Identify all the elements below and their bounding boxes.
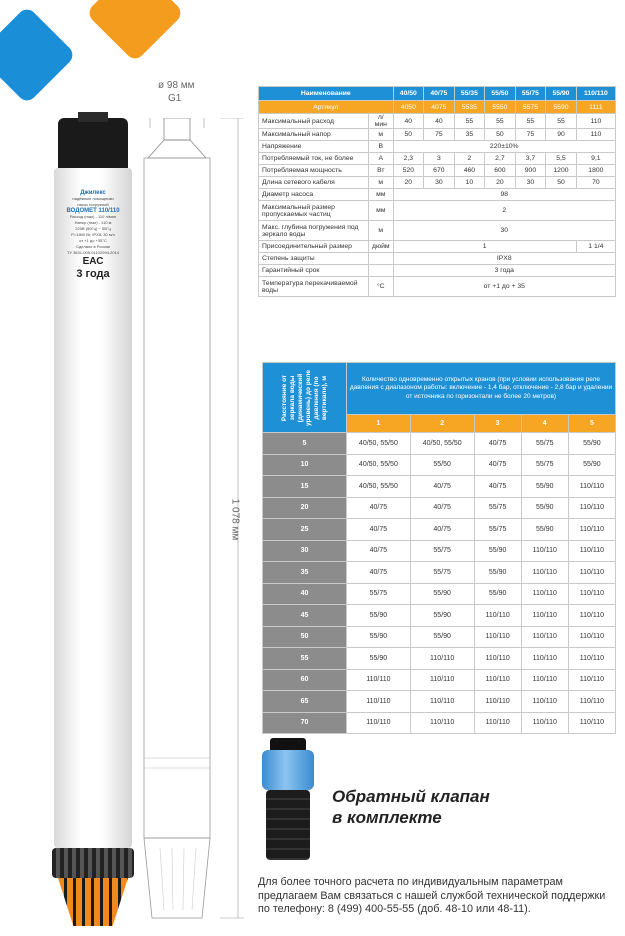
spec-value: 1 [393,241,576,253]
model-recommendation-cell: 110/110 [568,583,615,605]
spec-name: Гарантийный срок [259,265,369,277]
spec-value: 110 [576,129,615,141]
model-recommendation-cell: 40/75 [347,497,411,519]
spec-unit: мм [369,201,394,221]
model-recommendation-cell: 55/90 [568,454,615,476]
spec-row [259,177,616,189]
selection-row [263,497,616,519]
selection-row [263,476,616,498]
spec-header-row [259,87,616,101]
spec-value: 75 [424,129,455,141]
diameter-label: ø 98 мм [158,80,195,91]
model-recommendation-cell: 110/110 [474,605,521,627]
spec-value: от +1 до + 35 [393,277,615,297]
model-recommendation-cell: 110/110 [521,562,568,584]
model-recommendation-cell: 110/110 [410,669,474,691]
pump-intake-cone [58,878,128,926]
pump-model: ВОДОМЕТ 110/110 [66,208,120,214]
spec-value: 5,5 [546,153,577,165]
distance-header [263,363,347,433]
model-recommendation-cell: 55/90 [521,519,568,541]
distance-cell: 65 [263,691,347,713]
model-recommendation-cell: 110/110 [568,669,615,691]
model-recommendation-cell: 55/90 [410,583,474,605]
selection-table [262,362,616,734]
article-cell: 5590 [546,101,577,114]
valve-title-line: в комплекте [332,808,442,827]
model-recommendation-cell: 55/90 [521,497,568,519]
model-recommendation-cell: 110/110 [521,605,568,627]
taps-count: 1 [347,415,411,433]
spec-name: Максимальный расход [259,114,369,129]
model-recommendation-cell: 110/110 [568,497,615,519]
model-recommendation-cell: 110/110 [568,519,615,541]
spec-row [259,241,616,253]
pump-standard: ТУ 3631-005-01102094-2014 [66,250,120,255]
warranty-badge: 3 года [76,268,110,280]
spec-name: Длина сетевого кабеля [259,177,369,189]
spec-unit: Вт [369,165,394,177]
model-recommendation-cell: 110/110 [347,712,411,734]
model-recommendation-cell: 40/75 [474,454,521,476]
pump-spec-line: Расход (max) - 110 л/мин [69,214,117,219]
model-recommendation-cell: 55/90 [474,540,521,562]
eac-mark: ЕАС [82,256,104,267]
model-recommendation-cell: 40/50, 55/50 [347,454,411,476]
spec-value: 9,1 [576,153,615,165]
model-recommendation-cell: 110/110 [568,648,615,670]
model-recommendation-cell: 110/110 [521,648,568,670]
spec-value: 30 [515,177,546,189]
decor-orange-square [86,0,185,62]
model-recommendation-cell: 55/90 [568,433,615,455]
model-recommendation-cell: 40/75 [410,519,474,541]
spec-row [259,221,616,241]
model-recommendation-cell: 40/75 [410,497,474,519]
pump-grip [52,848,134,878]
pump-spec-line: от +1 до +35°C [79,238,107,243]
model-recommendation-cell: 55/75 [521,454,568,476]
article-label: Артикул [259,101,394,114]
spec-value: 98 [393,189,615,201]
model-recommendation-cell: 40/75 [410,476,474,498]
spec-name: Диаметр насоса [259,189,369,201]
model-recommendation-cell: 55/75 [410,540,474,562]
model-recommendation-cell: 55/75 [521,433,568,455]
pump-label [62,190,124,280]
model-recommendation-cell: 55/90 [347,605,411,627]
spec-name: Потребляемый ток, не более [259,153,369,165]
selection-body [263,433,616,734]
spec-value: IPX8 [393,253,615,265]
selection-row [263,519,616,541]
selection-row [263,691,616,713]
spec-unit: А [369,153,394,165]
spec-value: 2 [393,201,615,221]
pump-spec-line: Р=1800 Вт, IPX8, 30 м/ч [71,232,115,237]
article-cell: 5535 [454,101,485,114]
model-recommendation-cell: 110/110 [568,691,615,713]
spec-value: 10 [454,177,485,189]
model-recommendation-cell: 110/110 [568,562,615,584]
model-recommendation-cell: 110/110 [474,669,521,691]
distance-cell: 40 [263,583,347,605]
spec-unit: м [369,177,394,189]
valve-blue-fitting [262,750,314,790]
taps-count: 4 [521,415,568,433]
spec-value: 3,7 [515,153,546,165]
spec-row [259,277,616,297]
model-recommendation-cell: 55/50 [410,454,474,476]
spec-unit: мм [369,189,394,201]
distance-cell: 35 [263,562,347,584]
pump-spec-line: Напор (max) - 110 м [74,220,112,225]
spec-row [259,201,616,221]
model-cell: 55/90 [546,87,577,101]
spec-table [258,86,616,297]
article-cell: 4050 [393,101,424,114]
model-recommendation-cell: 110/110 [474,626,521,648]
selection-row [263,626,616,648]
model-recommendation-cell: 110/110 [568,540,615,562]
spec-value: 220±10% [393,141,615,153]
article-cell: 4075 [424,101,455,114]
pump-outlet-cap [58,118,128,168]
spec-value: 2 [454,153,485,165]
taps-count: 3 [474,415,521,433]
model-recommendation-cell: 55/90 [347,626,411,648]
spec-row [259,114,616,129]
pump-tagline: надёжные помощники [72,196,114,201]
thread-label: G1 [168,93,182,104]
model-recommendation-cell: 110/110 [568,626,615,648]
spec-row [259,265,616,277]
distance-header-text: Расстояние от зеркала воды (динамический уровень) до реле давления (по вертикали), м [280,369,328,426]
model-recommendation-cell: 110/110 [568,605,615,627]
spec-row [259,129,616,141]
spec-value: 520 [393,165,424,177]
model-recommendation-cell: 55/90 [521,476,568,498]
distance-cell: 20 [263,497,347,519]
model-cell: 55/35 [454,87,485,101]
spec-value: 55 [454,114,485,129]
spec-value: 110 [576,114,615,129]
spec-value: 75 [515,129,546,141]
spec-value: 1800 [576,165,615,177]
spec-value: 1 1/4 [576,241,615,253]
selection-row [263,669,616,691]
spec-unit [369,253,394,265]
spec-name: Степень защиты [259,253,369,265]
spec-value: 55 [515,114,546,129]
model-recommendation-cell: 110/110 [568,476,615,498]
pump-spec-line: 220В (50Гц) ~ 50Гц [75,226,111,231]
distance-cell: 30 [263,540,347,562]
spec-value: 50 [546,177,577,189]
selection-row [263,540,616,562]
spec-value: 90 [546,129,577,141]
spec-body [259,114,616,297]
distance-cell: 70 [263,712,347,734]
spec-value: 900 [515,165,546,177]
model-recommendation-cell: 55/90 [474,562,521,584]
model-cell: 40/50 [393,87,424,101]
selection-row [263,433,616,455]
pump-drawing [140,80,241,926]
model-recommendation-cell: 55/90 [474,583,521,605]
valve-body [266,790,310,860]
distance-cell: 55 [263,648,347,670]
model-recommendation-cell: 40/75 [347,562,411,584]
article-cell: 1111 [576,101,615,114]
model-recommendation-cell: 40/75 [474,476,521,498]
spec-value: 2,3 [393,153,424,165]
model-recommendation-cell: 110/110 [474,712,521,734]
spec-value: 670 [424,165,455,177]
model-recommendation-cell: 55/75 [410,562,474,584]
model-recommendation-cell: 110/110 [521,712,568,734]
article-cell: 5575 [515,101,546,114]
model-recommendation-cell: 40/75 [474,433,521,455]
valve-title-line: Обратный клапан [332,787,490,806]
model-recommendation-cell: 55/90 [410,605,474,627]
taps-count: 2 [410,415,474,433]
spec-value: 1200 [546,165,577,177]
spec-name: Присоединительный размер [259,241,369,253]
taps-count: 5 [568,415,615,433]
distance-cell: 15 [263,476,347,498]
valve-title [332,786,490,828]
model-recommendation-cell: 55/75 [474,497,521,519]
model-recommendation-cell: 55/90 [410,626,474,648]
model-recommendation-cell: 110/110 [521,540,568,562]
spec-value: 40 [424,114,455,129]
pump-photo [50,118,136,926]
model-recommendation-cell: 110/110 [521,691,568,713]
spec-value: 50 [393,129,424,141]
spec-name: Максимальный размер пропускаемых частиц [259,201,369,221]
spec-name: Макс. глубина погружения под зеркало воды [259,221,369,241]
model-recommendation-cell: 55/90 [347,648,411,670]
support-info: Для более точного расчета по индивидуальным параметрам предлагаем Вам связаться с нашей службой технической поддержки по телефону: 8 (499) 400-55-55 (доб. 48-10 или 48-11). [258,876,606,915]
distance-cell: 10 [263,454,347,476]
spec-unit: °С [369,277,394,297]
spec-unit: м [369,129,394,141]
model-recommendation-cell: 40/75 [347,540,411,562]
spec-value: 2,7 [485,153,516,165]
spec-value: 40 [393,114,424,129]
spec-value: 3 года [393,265,615,277]
spec-unit: л/мин [369,114,394,129]
spec-value: 35 [454,129,485,141]
length-label: 1 078 мм [229,498,241,541]
spec-value: 55 [485,114,516,129]
distance-cell: 60 [263,669,347,691]
selection-row [263,583,616,605]
pump-spec-line: Сделано в России [76,244,110,249]
distance-cell: 45 [263,605,347,627]
spec-value: 55 [546,114,577,129]
model-recommendation-cell: 55/75 [474,519,521,541]
decor-blue-square [0,6,76,105]
spec-name: Напряжение [259,141,369,153]
selection-header-row [263,363,616,415]
spec-unit: м [369,221,394,241]
model-recommendation-cell: 110/110 [347,669,411,691]
model-recommendation-cell: 110/110 [410,712,474,734]
spec-name: Потребляемая мощность [259,165,369,177]
model-recommendation-cell: 110/110 [521,626,568,648]
spec-name: Максимальный напор [259,129,369,141]
spec-row [259,189,616,201]
model-cell: 55/50 [485,87,516,101]
model-cell: 55/75 [515,87,546,101]
spec-value: 600 [485,165,516,177]
spec-header-name: Наименование [259,87,394,101]
spec-unit [369,265,394,277]
spec-value: 20 [393,177,424,189]
spec-value: 30 [424,177,455,189]
selection-row [263,648,616,670]
model-recommendation-cell: 110/110 [347,691,411,713]
distance-cell: 50 [263,626,347,648]
selection-row [263,605,616,627]
model-recommendation-cell: 55/75 [347,583,411,605]
spec-value: 460 [454,165,485,177]
spec-row [259,153,616,165]
model-recommendation-cell: 40/50, 55/50 [347,433,411,455]
distance-cell: 25 [263,519,347,541]
spec-row [259,141,616,153]
selection-row [263,562,616,584]
model-recommendation-cell: 110/110 [521,583,568,605]
model-recommendation-cell: 40/75 [347,519,411,541]
selection-row [263,454,616,476]
model-cell: 110/110 [576,87,615,101]
article-cell: 5550 [485,101,516,114]
spec-unit: В [369,141,394,153]
model-recommendation-cell: 110/110 [568,712,615,734]
taps-header: Количество одновременно открытых кранов (при условии использования реле давления с диапазоном работы: включение - 1,4 бар, отключение - 2,8 бар и удалении от источника по горизонтали не более 20 метров) [347,363,616,415]
spec-row [259,165,616,177]
model-cell: 40/75 [424,87,455,101]
spec-value: 50 [485,129,516,141]
spec-value: 70 [576,177,615,189]
check-valve-photo [258,738,318,870]
spec-row [259,253,616,265]
model-recommendation-cell: 40/50, 55/50 [410,433,474,455]
model-recommendation-cell: 40/50, 55/50 [347,476,411,498]
spec-unit: дюйм [369,241,394,253]
model-recommendation-cell: 110/110 [410,648,474,670]
distance-cell: 5 [263,433,347,455]
spec-value: 3 [424,153,455,165]
selection-row [263,712,616,734]
pump-type: насос погружной [77,202,109,207]
model-recommendation-cell: 110/110 [410,691,474,713]
article-row [259,101,616,114]
spec-value: 30 [393,221,615,241]
model-recommendation-cell: 110/110 [474,648,521,670]
spec-value: 20 [485,177,516,189]
model-recommendation-cell: 110/110 [521,669,568,691]
spec-name: Температура перекачиваемой воды [259,277,369,297]
pump-brand: Джилекс [80,190,106,196]
model-recommendation-cell: 110/110 [474,691,521,713]
